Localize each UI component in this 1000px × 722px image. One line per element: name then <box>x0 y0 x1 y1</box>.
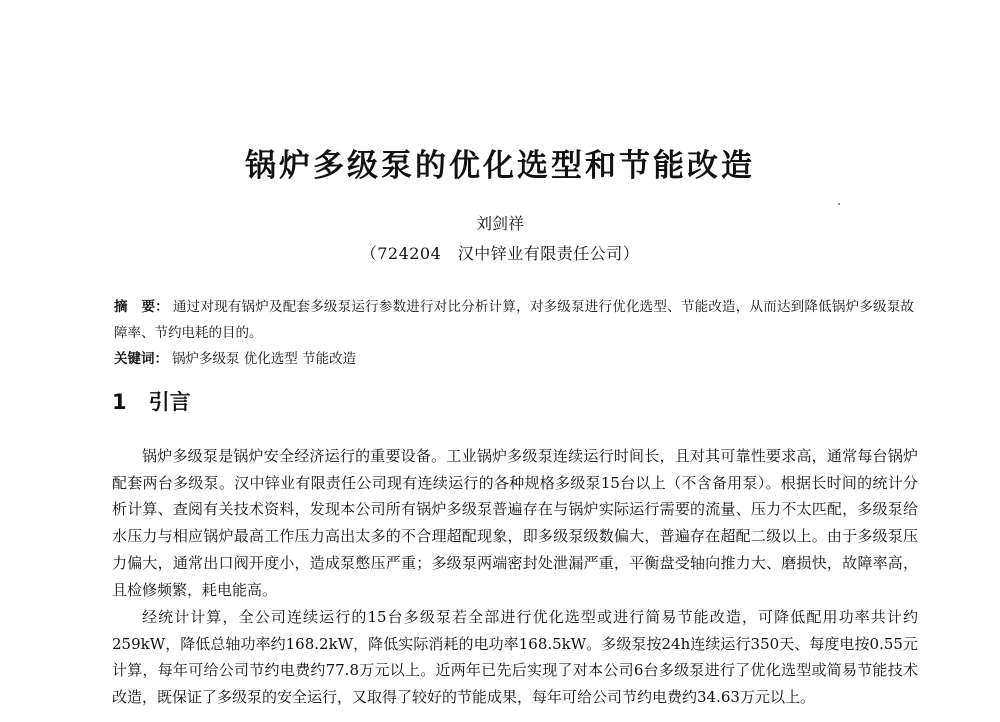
scan-speck <box>838 203 840 205</box>
abstract <box>114 294 914 346</box>
keywords-text: 锅炉多级泵 优化选型 节能改造 <box>172 351 357 367</box>
keywords <box>114 346 914 372</box>
keywords-label: 关键词： <box>114 351 168 367</box>
author-name: 刘剑祥 <box>475 214 524 233</box>
section-heading <box>112 386 191 416</box>
section-number: 1 <box>112 390 127 414</box>
paper-title: 锅炉多级泵的优化选型和节能改造 <box>245 148 755 184</box>
abstract-label: 摘 要： <box>114 299 169 315</box>
author-affiliation: （724204 汉中锌业有限责任公司） <box>360 244 640 263</box>
section-title: 引言 <box>148 390 191 414</box>
abstract-text: 通过对现有锅炉及配套多级泵运行参数进行对比分析计算，对多级泵进行优化选型、节能改造，从而达到降低锅炉多级泵故障率、节约电耗的目的。 <box>114 299 915 341</box>
body-paragraph: 锅炉多级泵是锅炉安全经济运行的重要设备。工业锅炉多级泵连续运行时间长，且对其可靠性要求高，通常每台锅炉配套两台多级泵。汉中锌业有限责任公司现有连续运行的各种规格多级泵15台以上（不含备用泵）。根据长时间的统计分析计算、查阅有关技术资料，发现本公司所有锅炉多级泵普遍存在与锅炉实际运行需要的流量、压力不太匹配，多级泵给水压力与相应锅炉最高工作压力高出太多的不合理超配现象，即多级泵级数偏大，普遍存在超配二级以上。由于多级泵压力偏大，通常出口阀开度小，造成泵憋压严重；多级泵两端密封处泄漏严重，平衡盘受轴向推力大、磨损快，故障率高，且检修频繁，耗电能高。 <box>112 447 918 599</box>
body-paragraph: 经统计计算，全公司连续运行的15台多级泵若全部进行优化选型或进行简易节能改造，可降低配用功率共计约259kW，降低总轴功率约168.2kW，降低实际消耗的电功率168.5kW。多级泵按24h连续运行350天、每度电按0.55元计算，每年可给公司节约电费约77.8万元以上。近两年已先后实现了对本公司6台多级泵进行了优化选型或简易节能技术改造，既保证了多级泵的安全运行，又取得了较好的节能成果，每年可给公司节约电费约34.63万元以上。 <box>112 608 918 707</box>
